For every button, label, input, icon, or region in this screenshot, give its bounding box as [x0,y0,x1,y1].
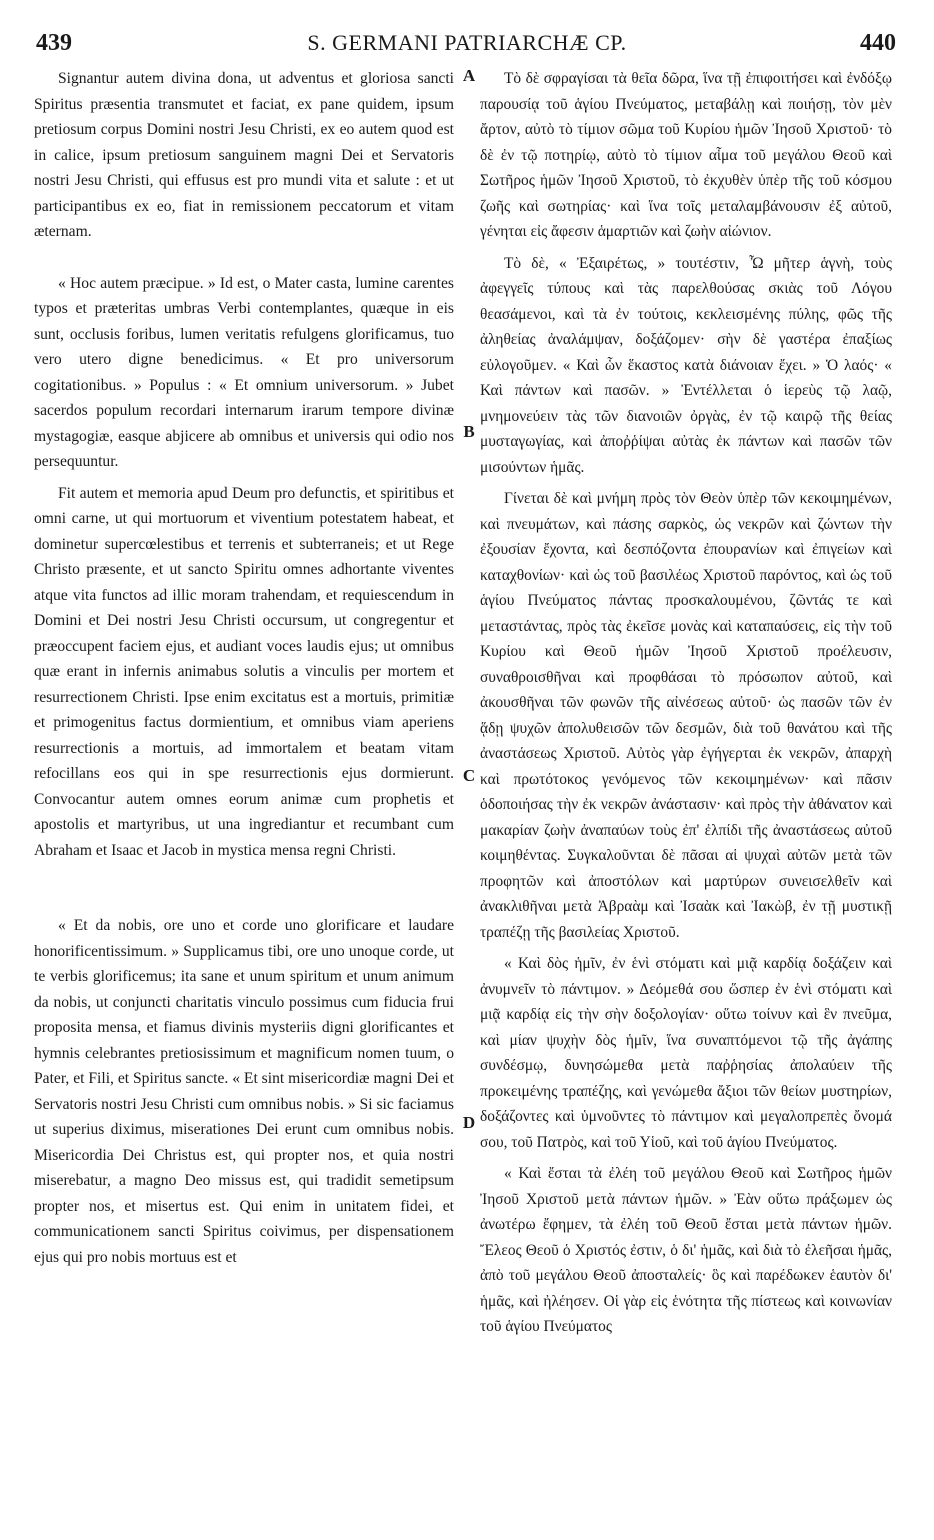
greek-paragraph: « Καὶ δὸς ἡμῖν, ἐν ἑνὶ στόματι καὶ μιᾷ καρδίᾳ δοξάζειν καὶ ἀνυμνεῖν τὸ πάντιμον. » Δεόμεθά σου ὥσπερ ἐν ἑνὶ στόματι καὶ μιᾷ καρδίᾳ εἰς τὴν σὴν δοξολογίαν· οὕτω τοίνυν καὶ ἓν πνεῦμα, καὶ μίαν ψυχὴν δὸς ἡμῖν, ἵνα συναπτόμενοι τῷ τῆς ἀγάπης συνδέσμῳ, δυνησώμεθα μετὰ παῤῥησίας ἀπολαύειν τῆς προκειμένης τραπέζης, καὶ γενώμεθα ἄξιοι τῶν θείων μυστηρίων, δοξάζοντες καὶ ὑμνοῦντες τὸ πάντιμον καὶ μεγαλοπρεπὲς ὄνομά σου, τοῦ Πατρὸς, καὶ τοῦ Υἱοῦ, καὶ τοῦ ἁγίου Πνεύματος. [480,955,892,1151]
greek-paragraph: Γίνεται δὲ καὶ μνήμη πρὸς τὸν Θεὸν ὑπὲρ τῶν κεκοιμημένων, καὶ πνευμάτων, καὶ πάσης σαρκὸς, ὡς νεκρῶν καὶ ζώντων τὴν ἐξουσίαν ἔχοντα, καὶ δεσπόζοντα ἐπουρανίων καὶ ἐπιγείων καὶ καταχθονίων· καὶ ὡς τοῦ βασιλέως Χριστοῦ παρόντος, καὶ ὡς τοῦ ἁγίου Πνεύματος πάντας προσκαλουμένου, ζῶντάς τε καὶ μεταστάντας, πρὸς τὰς ἐκεῖσε μονὰς καὶ καταπαύσεις, εἰς τὴν τοῦ Κυρίου καὶ Θεοῦ ἡμῶν Ἰησοῦ Χριστοῦ προέλευσιν, συναθροισθῆναι καὶ προφθάσαι τὸ πρόσωπον αὐτοῦ, καὶ ἀκουσθῆναι τῶν φωνῶν τῆς αἰνέσεως αὐτοῦ· ὡς πασῶν τῶν ἐν ᾅδῃ ψυχῶν ἀπολυθεισῶν τῶν δεσμῶν, διὰ τοῦ θανάτου καὶ τῆς ἀναστάσεως Χριστοῦ. Αὐτὸς γὰρ ἐγήγερται ἐκ νεκρῶν, ἀπαρχὴ καὶ πρωτότοκος γενόμενος τῶν κεκοιμημένων· καὶ πᾶσιν ὁδοποιήσας τὴν ἐκ νεκρῶν ἀνάστασιν· καὶ πρὸς τὴν ἀθάνατον καὶ μακαρίαν ζωὴν ἀναπαύων τοὺς ἐπ' ἐλπίδι τῆς ἀναστάσεως αὐτοῦ κοιμηθέντας. Συγκαλοῦνται δὲ πᾶσαι αἱ ψυχαὶ αὐτῶν μετὰ τῶν προφητῶν καὶ ἀποστόλων καὶ μαρτύρων συνεισελθεῖν καὶ ἀνακλιθῆναι μετὰ Ἀβραὰμ καὶ Ἰσαὰκ καὶ Ἰακὼβ, ἐν τῇ μυστικῇ τραπέζῃ τῆς βασιλείας Χριστοῦ. [480,490,892,941]
section-marker-b: B [463,422,475,441]
latin-paragraph: « Hoc autem præcipue. » Id est, o Mater casta, lumine carentes typos et præteritas umbras Verbi contemplantes, quæque in eis sunt, occlusis foribus, lumen veritatis refulgens glorificamus, tuo vero utero digne benedicimus. « Et pro universorum cogitationibus. » Populus : « Et omnium universorum. » Jubet sacerdos populum recordari internarum irarum tempore divinæ mystagogiæ, easque abjicere ab omnibus et universis qui odio nos persequuntur. [34,274,454,470]
section-marker-a: A [462,66,476,85]
latin-paragraph: Fit autem et memoria apud Deum pro defunctis, et spiritibus et omni carne, ut qui mortuorum et viventium potestatem habeat, et dominetur supercœlestibus et terrenis et subterraneis; et ut Rege Christo præsente, et ut sancto Spiritu omnes adhortante viventes atque vita functos ad illic moram trahendam, et requiescendum in Domini et Dei nostri Jesu Christi occursum, ut congregentur et præoccupent faciem ejus, et audiant voces laudis ejus; ut omnibus quæ erant in infernis animabus solutis a vinculis per mortem et resurrectionem Christi. Ipse enim excitatus est a mortuis, primitiæ et primogenitus factus dormientium, et omnibus viam aperiens resurrectionis a mortuis, ad immortalem et beatam vitam refocillans eos qui in spe resurrectionis ejus dormierunt. Convocantur autem omnes eorum animæ cum prophetis et apostolis et martyribus, ut una ingrediantur et recumbant cum Abraham et Isaac et Jacob in mystica mensa regni Christi. [34,484,454,859]
greek-column [480,66,892,1510]
greek-paragraph: Τὸ δὲ σφραγίσαι τὰ θεῖα δῶρα, ἵνα τῇ ἐπιφοιτήσει καὶ ἐνδόξῳ παρουσίᾳ τοῦ ἁγίου Πνεύματος, μεταβάλῃ καὶ ποιήσῃ, τὸν μὲν ἄρτον, αὐτὸ τὸ τίμιον σῶμα τοῦ Κυρίου ἡμῶν Ἰησοῦ Χριστοῦ· τὸ δὲ ἐν τῷ ποτηρίῳ, αὐτὸ τὸ τίμιον αἷμα τοῦ μεγάλου Θεοῦ καὶ Σωτῆρος ἡμῶν Ἰησοῦ Χριστοῦ, τὸ ἐκχυθὲν ὑπὲρ τῆς τοῦ κόσμου ζωῆς καὶ σωτηρίας· καὶ ἵνα τοῖς μεταλαμβάνουσιν ἐξ αὐτοῦ, γένηται εἰς ἄφεσιν ἁμαρτιῶν καὶ ζωὴν αἰώνιον. [480,70,892,240]
latin-paragraph: « Et da nobis, ore uno et corde uno glorificare et laudare honorificentissimum. » Supplicamus tibi, ore uno unoque corde, ut te verbis glorificemus; ita sane et unum spiritum et unum animum da nobis, ut conjuncti charitatis vinculo possimus cum fiducia frui proposita mensa, et fiamus divinis mysteriis digni glorificantes et hymnis celebrantes pretiosissimum et magnificum nomen tuum, o Pater, et Fili, et Spiritus sancte. « Et sint misericordiæ magni Dei et Servatoris nostri Jesu Christi cum omnibus nobis. » Si sic faciamus ut superius diximus, miserationes Dei erunt cum omnibus nobis. Misericordia Dei Christus est, qui propter nos, et quia nostri miserebatur, a magno Deo missus est, qui tradidit semetipsum propter nos, et misertus est. Qui enim in unitatem fidei, et communicationem sancti Spiritus coivimus, per dispensationem ejus qui pro nobis mortuus est et [34,917,454,1266]
section-marker-c: C [462,766,476,785]
greek-paragraph: « Καὶ ἔσται τὰ ἐλέη τοῦ μεγάλου Θεοῦ καὶ Σωτῆρος ἡμῶν Ἰησοῦ Χριστοῦ μετὰ πάντων ἡμῶν. » Ἐὰν οὕτω πράξωμεν ὡς ἀνωτέρω ἔφημεν, τὰ ἐλέη τοῦ Θεοῦ ἔσται μετὰ πάντων ἡμῶν. Ἔλεος Θεοῦ ὁ Χριστός ἐστιν, ὁ δι' ἡμᾶς, καὶ διὰ τὸ ἐλεῆσαι ἡμᾶς, ἀπὸ τοῦ μεγάλου Θεοῦ ἀποσταλείς· ὃς καὶ παρέδωκεν ἑαυτὸν δι' ἡμᾶς, καὶ ἠλέησεν. Οἱ γὰρ εἰς ἑνότητα τῆς πίστεως καὶ κοινωνίαν τοῦ ἁγίου Πνεύματος [480,1165,892,1335]
page-number-left: 439 [36,30,72,56]
running-header [28,30,906,60]
running-title: S. GERMANI PATRIARCHÆ CP. [307,30,627,55]
section-marker-d: D [462,1113,476,1132]
greek-paragraph: Τὸ δὲ, « Ἐξαιρέτως, » τουτέστιν, Ὦ μῆτερ ἁγνὴ, τοὺς ἀφεγγεῖς τύπους καὶ τὰς παρελθούσας σκιὰς τοῦ Λόγου θεασάμενοι, καὶ τὰ ἐν τούτοις, κεκλεισμένης πύλης, φῶς τῆς ἀληθείας ἀναλάμψαν, δοξάζομεν· σὴν δὲ γαστέρα ἐπαξίως εὐλογοῦμεν. « Καὶ ὧν ἕκαστος κατὰ διάνοιαν ἔχει. » Ὁ λαός· « Καὶ πάντων καὶ πασῶν. » Ἐντέλλεται ὁ ἱερεὺς τῷ λαῷ, μνημονεύειν τὰς τῶν διανοιῶν ὀργὰς, ἐν τῷ καιρῷ τῆς θείας μυσταγωγίας, καὶ ἀποῤῥίψαι αὐτὰς ἐκ πάντων καὶ πασῶν τῶν μισούντων ἡμᾶς. [480,254,892,476]
latin-paragraph: Signantur autem divina dona, ut adventus et gloriosa sancti Spiritus præsentia transmutet et faciat, ex pane quidem, ipsum pretiosum corpus Domini nostri Jesu Christi, ex eo autem quod est in calice, ipsum pretiosum sanguinem magni Dei et Servatoris nostri Jesu Christi, qui effusus est pro mundi vita et salute : et ut participantibus ex eo, fiat in remissionem peccatorum et vitam æternam. [34,70,454,240]
page-number-right: 440 [860,30,896,56]
latin-column [34,66,454,1510]
